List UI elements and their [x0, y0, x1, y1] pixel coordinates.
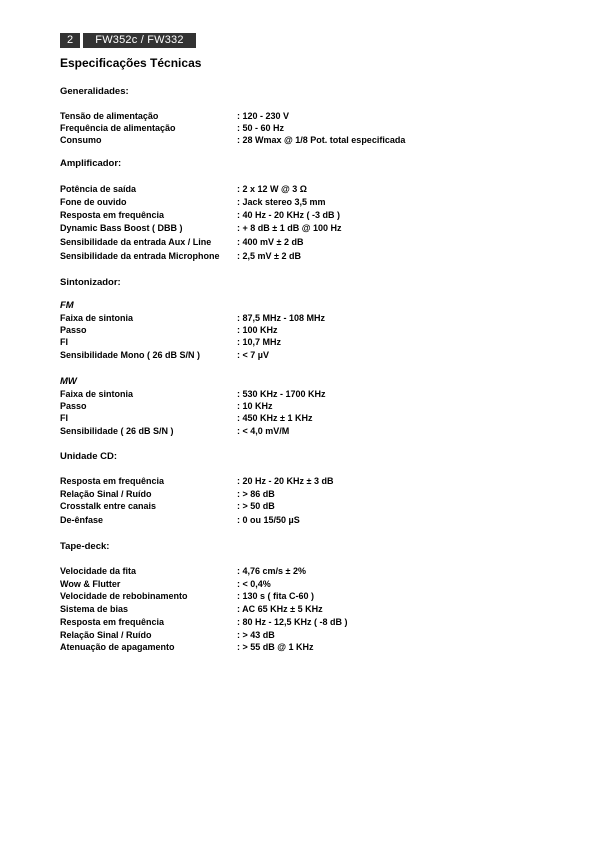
section-title-amplificador: Amplificador: [60, 158, 122, 169]
spec-value: : < 0,4% [237, 579, 271, 589]
spec-value: : + 8 dB ± 1 dB @ 100 Hz [237, 223, 342, 233]
section-title-tape: Tape-deck: [60, 541, 110, 552]
spec-value: : 28 Wmax @ 1/8 Pot. total especificada [237, 135, 406, 145]
spec-label: Relação Sinal / Ruído [60, 489, 152, 499]
spec-label: Potência de saída [60, 184, 137, 194]
spec-row [60, 476, 540, 488]
spec-row [60, 111, 540, 123]
spec-row [60, 210, 540, 222]
spec-label: Velocidade de rebobinamento [60, 591, 188, 601]
spec-value: : Jack stereo 3,5 mm [237, 197, 326, 207]
spec-label: De-ênfase [60, 515, 104, 525]
spec-value: : 100 KHz [237, 325, 278, 335]
spec-label: Sensibilidade ( 26 dB S/N ) [60, 426, 174, 436]
spec-row [60, 604, 540, 616]
spec-row [60, 325, 540, 337]
page-number: 2 [60, 33, 80, 48]
spec-row [60, 413, 540, 425]
subsection-title-mw: MW [60, 376, 77, 387]
spec-row [60, 501, 540, 513]
spec-value: : AC 65 KHz ± 5 KHz [237, 604, 323, 614]
spec-label: FI [60, 413, 68, 423]
spec-label: Dynamic Bass Boost ( DBB ) [60, 223, 183, 233]
spec-row [60, 135, 540, 147]
spec-row [60, 630, 540, 642]
spec-value: : 130 s ( fita C-60 ) [237, 591, 315, 601]
spec-label: Resposta em frequência [60, 617, 165, 627]
spec-label: Crosstalk entre canais [60, 501, 157, 511]
spec-label: Sensibilidade da entrada Aux / Line [60, 237, 212, 247]
spec-row [60, 489, 540, 501]
spec-row [60, 350, 540, 362]
spec-row [60, 642, 540, 654]
spec-row [60, 197, 540, 209]
spec-row [60, 566, 540, 578]
spec-label: Relação Sinal / Ruído [60, 630, 152, 640]
spec-value: : 10,7 MHz [237, 337, 282, 347]
spec-label: Passo [60, 401, 87, 411]
spec-value: : 400 mV ± 2 dB [237, 237, 304, 247]
spec-row [60, 184, 540, 196]
spec-value: : 10 KHz [237, 401, 273, 411]
spec-value: : 87,5 MHz - 108 MHz [237, 313, 326, 323]
spec-value: : 80 Hz - 12,5 KHz ( -8 dB ) [237, 617, 348, 627]
spec-value: : > 50 dB [237, 501, 275, 511]
spec-value: : > 43 dB [237, 630, 275, 640]
spec-row [60, 337, 540, 349]
spec-label: Frequência de alimentação [60, 123, 176, 133]
document-title: Especificações Técnicas [60, 56, 202, 70]
spec-row [60, 579, 540, 591]
model-label: FW352c / FW332 [83, 33, 196, 48]
spec-label: Tensão de alimentação [60, 111, 159, 121]
spec-label: Resposta em frequência [60, 210, 165, 220]
section-title-cd: Unidade CD: [60, 451, 117, 462]
spec-value: : 2,5 mV ± 2 dB [237, 251, 301, 261]
spec-label: Atenuação de apagamento [60, 642, 175, 652]
spec-label: Velocidade da fita [60, 566, 137, 576]
spec-label: Resposta em frequência [60, 476, 165, 486]
spec-row [60, 237, 540, 249]
spec-row [60, 591, 540, 603]
spec-label: Sensibilidade da entrada Microphone [60, 251, 220, 261]
spec-value: : > 86 dB [237, 489, 275, 499]
spec-value: : 120 - 230 V [237, 111, 290, 121]
spec-label: FI [60, 337, 68, 347]
spec-value: : < 4,0 mV/M [237, 426, 290, 436]
spec-label: Consumo [60, 135, 102, 145]
spec-row [60, 389, 540, 401]
spec-label: Wow & Flutter [60, 579, 121, 589]
spec-value: : 40 Hz - 20 KHz ( -3 dB ) [237, 210, 341, 220]
spec-value: : 4,76 cm/s ± 2% [237, 566, 306, 576]
spec-label: Faixa de sintonia [60, 313, 134, 323]
spec-value: : > 55 dB @ 1 KHz [237, 642, 314, 652]
spec-label: Faixa de sintonia [60, 389, 134, 399]
spec-row [60, 515, 540, 527]
spec-value: : 20 Hz - 20 KHz ± 3 dB [237, 476, 334, 486]
spec-value: : < 7 µV [237, 350, 269, 360]
spec-value: : 2 x 12 W @ 3 Ω [237, 184, 308, 194]
section-title-sintonizador: Sintonizador: [60, 277, 121, 288]
spec-row [60, 223, 540, 235]
spec-row [60, 426, 540, 438]
spec-label: Passo [60, 325, 87, 335]
spec-row [60, 251, 540, 263]
spec-row [60, 401, 540, 413]
page-header [60, 33, 196, 48]
spec-row [60, 617, 540, 629]
spec-label: Fone de ouvido [60, 197, 127, 207]
spec-value: : 450 KHz ± 1 KHz [237, 413, 313, 423]
spec-value: : 50 - 60 Hz [237, 123, 285, 133]
spec-label: Sistema de bias [60, 604, 129, 614]
subsection-title-fm: FM [60, 300, 74, 311]
section-title-generalidades: Generalidades: [60, 86, 129, 97]
spec-row [60, 313, 540, 325]
spec-row [60, 123, 540, 135]
spec-value: : 530 KHz - 1700 KHz [237, 389, 326, 399]
spec-label: Sensibilidade Mono ( 26 dB S/N ) [60, 350, 201, 360]
spec-value: : 0 ou 15/50 µS [237, 515, 300, 525]
